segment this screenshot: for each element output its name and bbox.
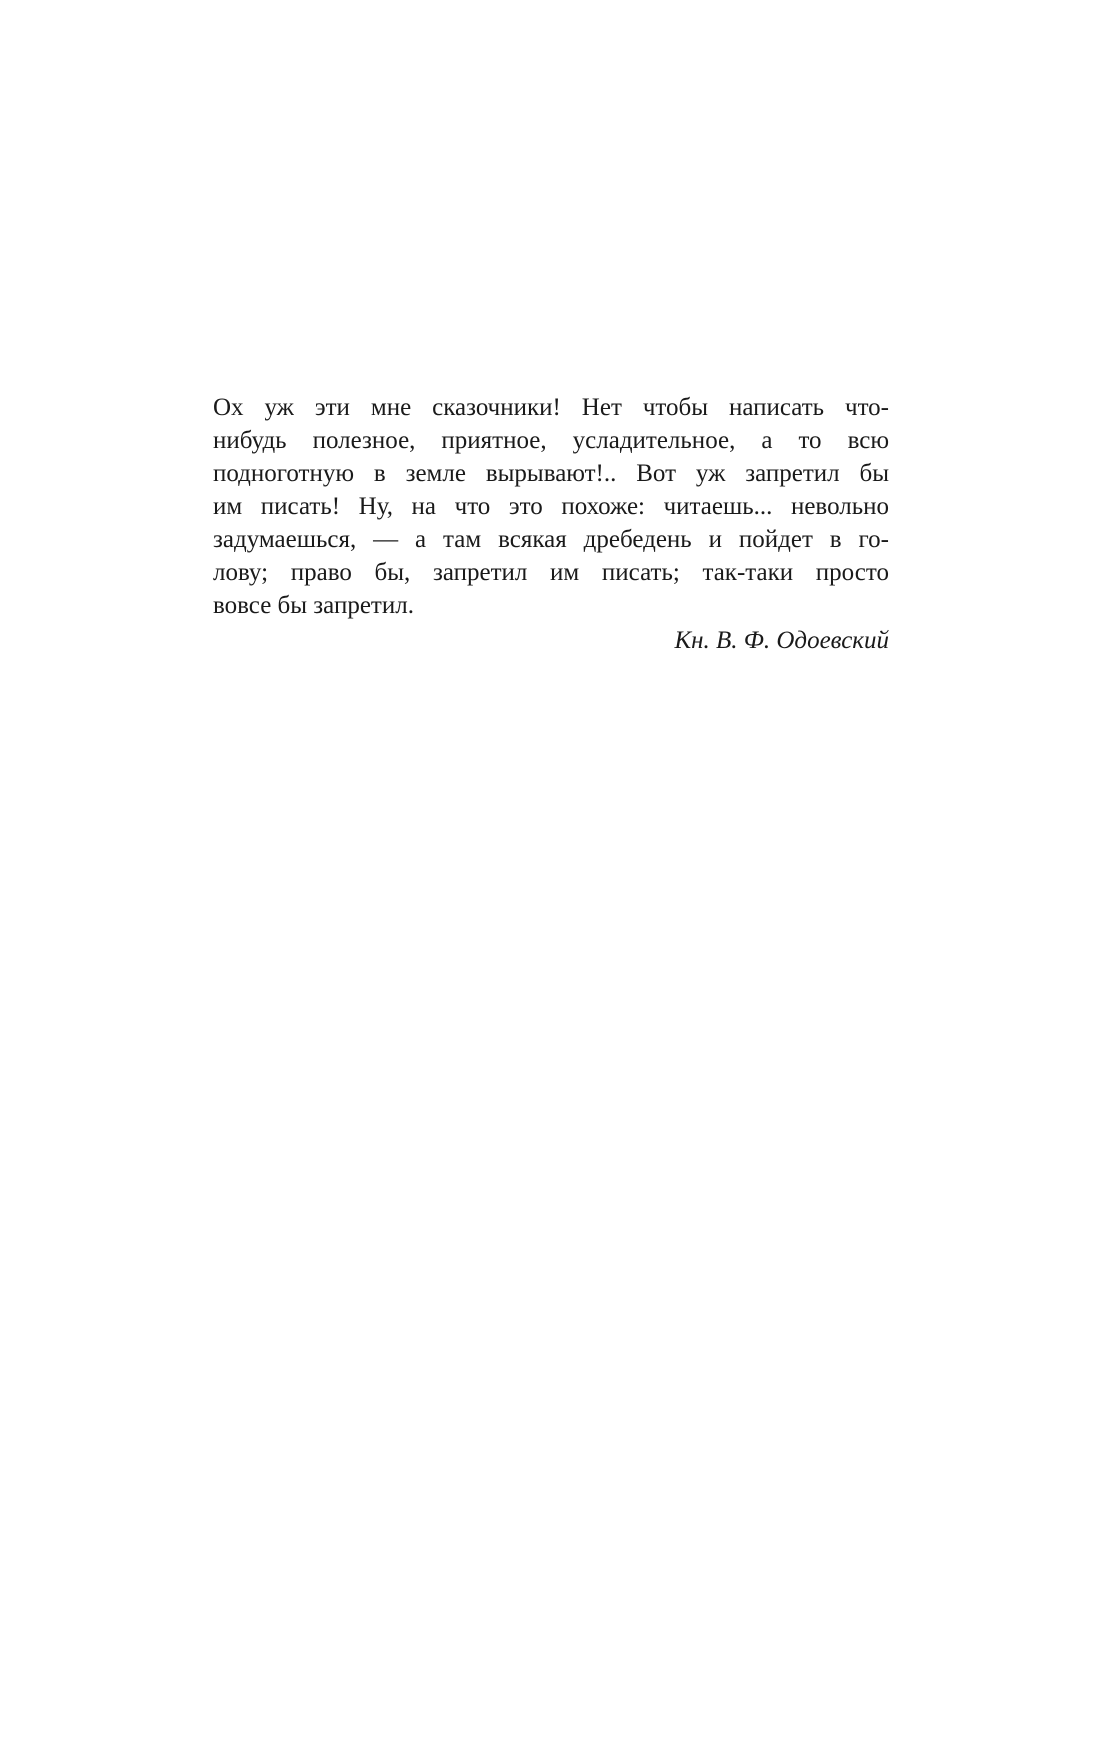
epigraph-line: вовсе бы запретил. (213, 592, 414, 619)
epigraph (213, 391, 889, 657)
epigraph-line: лову; право бы, запретил им писать; так-таки просто (213, 559, 889, 586)
epigraph-attribution: Кн. В. Ф. Одоевский (674, 627, 889, 654)
epigraph-text (213, 391, 889, 622)
epigraph-line: Ох уж эти мне сказочники! Нет чтобы написать что- (213, 394, 889, 421)
epigraph-line: им писать! Ну, на что это похоже: читаешь... невольно (213, 493, 889, 520)
epigraph-line: задумаешься, — а там всякая дребедень и пойдет в го- (213, 526, 889, 553)
epigraph-line: подноготную в земле вырывают!.. Вот уж запретил бы (213, 460, 889, 487)
epigraph-line: нибудь полезное, приятное, усладительное, а то всю (213, 427, 889, 454)
